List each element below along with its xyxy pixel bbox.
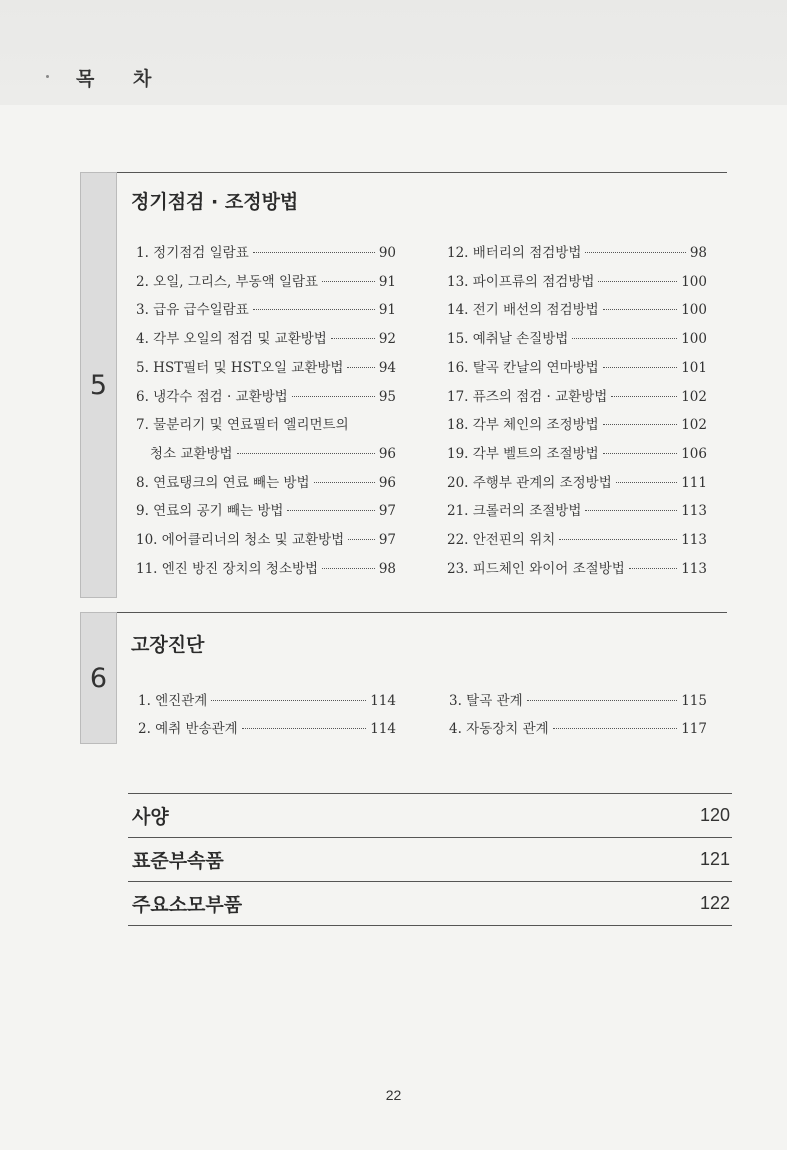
toc-item[interactable] — [138, 717, 396, 737]
leader-dots — [603, 309, 678, 310]
toc-item-page: 97 — [378, 532, 396, 548]
toc-item[interactable] — [447, 413, 707, 433]
toc-item-label: 10. 에어클리너의 청소 및 교환방법 — [136, 532, 345, 548]
toc-item[interactable] — [138, 689, 396, 709]
section-title: 정기점검 · 조정방법 — [131, 191, 299, 213]
leader-dots — [598, 281, 677, 282]
toc-item[interactable] — [449, 717, 707, 737]
toc-item-label: 2. 예취 반송관계 — [138, 721, 238, 737]
toc-item-label: 19. 각부 벨트의 조절방법 — [447, 445, 599, 462]
summary-row-specs — [128, 793, 732, 838]
toc-item[interactable] — [447, 528, 707, 548]
toc-item-label: 9. 연료의 공기 빼는 방법 — [136, 503, 284, 520]
margin-dot — [46, 75, 49, 78]
leader-dots — [253, 252, 375, 253]
toc-item-page: 91 — [378, 302, 396, 319]
toc-item-label: 1. 정기점검 일람표 — [136, 245, 249, 261]
toc-item[interactable] — [136, 298, 396, 318]
toc-item-label: 14. 전기 배선의 점검방법 — [447, 302, 599, 319]
leader-dots — [559, 539, 677, 540]
leader-dots — [553, 728, 678, 729]
toc-item-label: 20. 주행부 관계의 조정방법 — [447, 474, 612, 491]
leader-dots — [253, 309, 375, 310]
toc-item[interactable] — [136, 499, 396, 519]
section-rule — [117, 172, 727, 173]
toc-item-label: 21. 크롤러의 조절방법 — [447, 503, 582, 520]
toc-item-label: 청소 교환방법 — [150, 445, 233, 462]
summary-page: 122 — [699, 892, 730, 913]
leader-dots — [314, 482, 375, 483]
toc-item[interactable] — [449, 689, 707, 709]
toc-item-page: 106 — [681, 445, 707, 462]
toc-item-label: 4. 자동장치 관계 — [449, 721, 549, 737]
summary-title: 사양 — [132, 805, 169, 828]
toc-item-label: 8. 연료탱크의 연료 빼는 방법 — [136, 474, 310, 491]
toc-item[interactable] — [447, 356, 707, 376]
summary-page: 121 — [699, 848, 730, 869]
toc-item-page: 113 — [681, 560, 707, 577]
leader-dots — [603, 424, 678, 425]
toc-item-page: 100 — [681, 273, 707, 290]
leader-dots — [585, 252, 685, 253]
toc-item-label: 4. 각부 오일의 점검 및 교환방법 — [136, 331, 327, 348]
toc-item-page: 114 — [370, 721, 396, 737]
leader-dots — [572, 338, 677, 339]
toc-item-label: 2. 오일, 그리스, 부동액 일람표 — [136, 273, 319, 290]
toc-item-page: 95 — [378, 388, 396, 405]
toc-item[interactable] — [136, 528, 396, 548]
toc-item[interactable] — [136, 270, 396, 290]
toc-item-page: 113 — [681, 503, 707, 520]
toc-item[interactable] — [136, 471, 396, 491]
toc-item-page: 98 — [689, 245, 707, 261]
toc-item-label: 17. 퓨즈의 점검 · 교환방법 — [447, 388, 608, 405]
toc-item[interactable] — [447, 442, 707, 462]
toc-item-page: 102 — [681, 388, 707, 405]
leader-dots — [322, 281, 375, 282]
toc-item-label: 1. 엔진관계 — [138, 693, 208, 709]
toc-item[interactable] — [447, 298, 707, 318]
toc-item-page: 96 — [378, 474, 396, 491]
page-header: 목 차 — [76, 68, 168, 90]
summary-title: 주요소모부품 — [132, 893, 243, 916]
summary-row-accessories — [128, 837, 732, 882]
toc-item[interactable] — [136, 385, 396, 405]
toc-item-page: 97 — [378, 503, 396, 520]
toc-item[interactable] — [136, 241, 396, 261]
toc-item[interactable] — [136, 557, 396, 577]
toc-item-label: 6. 냉각수 점검 · 교환방법 — [136, 388, 288, 405]
toc-item-page: 91 — [378, 273, 396, 290]
toc-item-page: 100 — [681, 331, 707, 348]
toc-item[interactable] — [136, 327, 396, 347]
toc-item[interactable] — [447, 327, 707, 347]
toc-item-page: 96 — [378, 445, 396, 462]
toc-item[interactable] — [447, 385, 707, 405]
toc-item[interactable] — [447, 270, 707, 290]
leader-dots — [616, 482, 677, 483]
leader-dots — [292, 396, 375, 397]
page-number: 22 — [385, 1087, 402, 1103]
leader-dots — [347, 367, 374, 368]
leader-dots — [348, 539, 375, 540]
toc-item[interactable] — [447, 499, 707, 519]
summary-page: 120 — [699, 804, 730, 825]
leader-dots — [211, 700, 366, 701]
leader-dots — [603, 367, 678, 368]
toc-item-label: 18. 각부 체인의 조정방법 — [447, 417, 599, 434]
section-number: 6 — [80, 612, 117, 744]
toc-item-label: 11. 엔진 방진 장치의 청소방법 — [136, 560, 319, 577]
toc-item-page: 115 — [681, 693, 707, 709]
leader-dots — [287, 510, 374, 511]
leader-dots — [242, 728, 367, 729]
toc-item-page: 90 — [378, 245, 396, 261]
leader-dots — [322, 568, 375, 569]
toc-item-label: 15. 예취날 손질방법 — [447, 331, 569, 348]
leader-dots — [527, 700, 678, 701]
toc-item-page: 100 — [681, 302, 707, 319]
leader-dots — [611, 396, 677, 397]
toc-item-label: 13. 파이프류의 점검방법 — [447, 273, 595, 290]
toc-item-page: 114 — [370, 693, 396, 709]
toc-item-label: 12. 배터리의 점검방법 — [447, 245, 582, 261]
summary-title: 표준부속품 — [132, 849, 224, 872]
summary-row-consumables — [128, 881, 732, 926]
toc-item-page: 113 — [681, 532, 707, 548]
toc-item-label: 22. 안전핀의 위치 — [447, 532, 556, 548]
section-rule — [117, 612, 727, 613]
leader-dots — [585, 510, 677, 511]
toc-item-label: 23. 피드체인 와이어 조절방법 — [447, 560, 625, 577]
toc-item-label: 16. 탈곡 칸날의 연마방법 — [447, 359, 599, 376]
toc-item-label: 7. 물분리기 및 연료필터 엘리먼트의 — [136, 417, 349, 434]
toc-item-page: 101 — [681, 359, 707, 376]
toc-item[interactable] — [447, 241, 707, 261]
leader-dots — [629, 568, 677, 569]
toc-item[interactable] — [447, 471, 707, 491]
toc-item-page: 117 — [681, 721, 707, 737]
section-number: 5 — [80, 172, 117, 598]
leader-dots — [331, 338, 375, 339]
section-title: 고장진단 — [131, 634, 205, 656]
toc-item[interactable] — [150, 442, 396, 462]
toc-item-label: 3. 급유 급수일람표 — [136, 302, 249, 319]
toc-item-page: 98 — [378, 560, 396, 577]
toc-item[interactable] — [136, 413, 396, 433]
toc-item-page: 102 — [681, 417, 707, 434]
toc-item-page: 94 — [378, 359, 396, 376]
leader-dots — [603, 453, 678, 454]
toc-item-page: 92 — [378, 331, 396, 348]
toc-item[interactable] — [136, 356, 396, 376]
leader-dots — [237, 453, 375, 454]
toc-item[interactable] — [447, 557, 707, 577]
toc-item-label: 3. 탈곡 관계 — [449, 693, 523, 709]
toc-item-page: 111 — [681, 474, 707, 491]
toc-item-label: 5. HST필터 및 HST오일 교환방법 — [136, 359, 344, 376]
